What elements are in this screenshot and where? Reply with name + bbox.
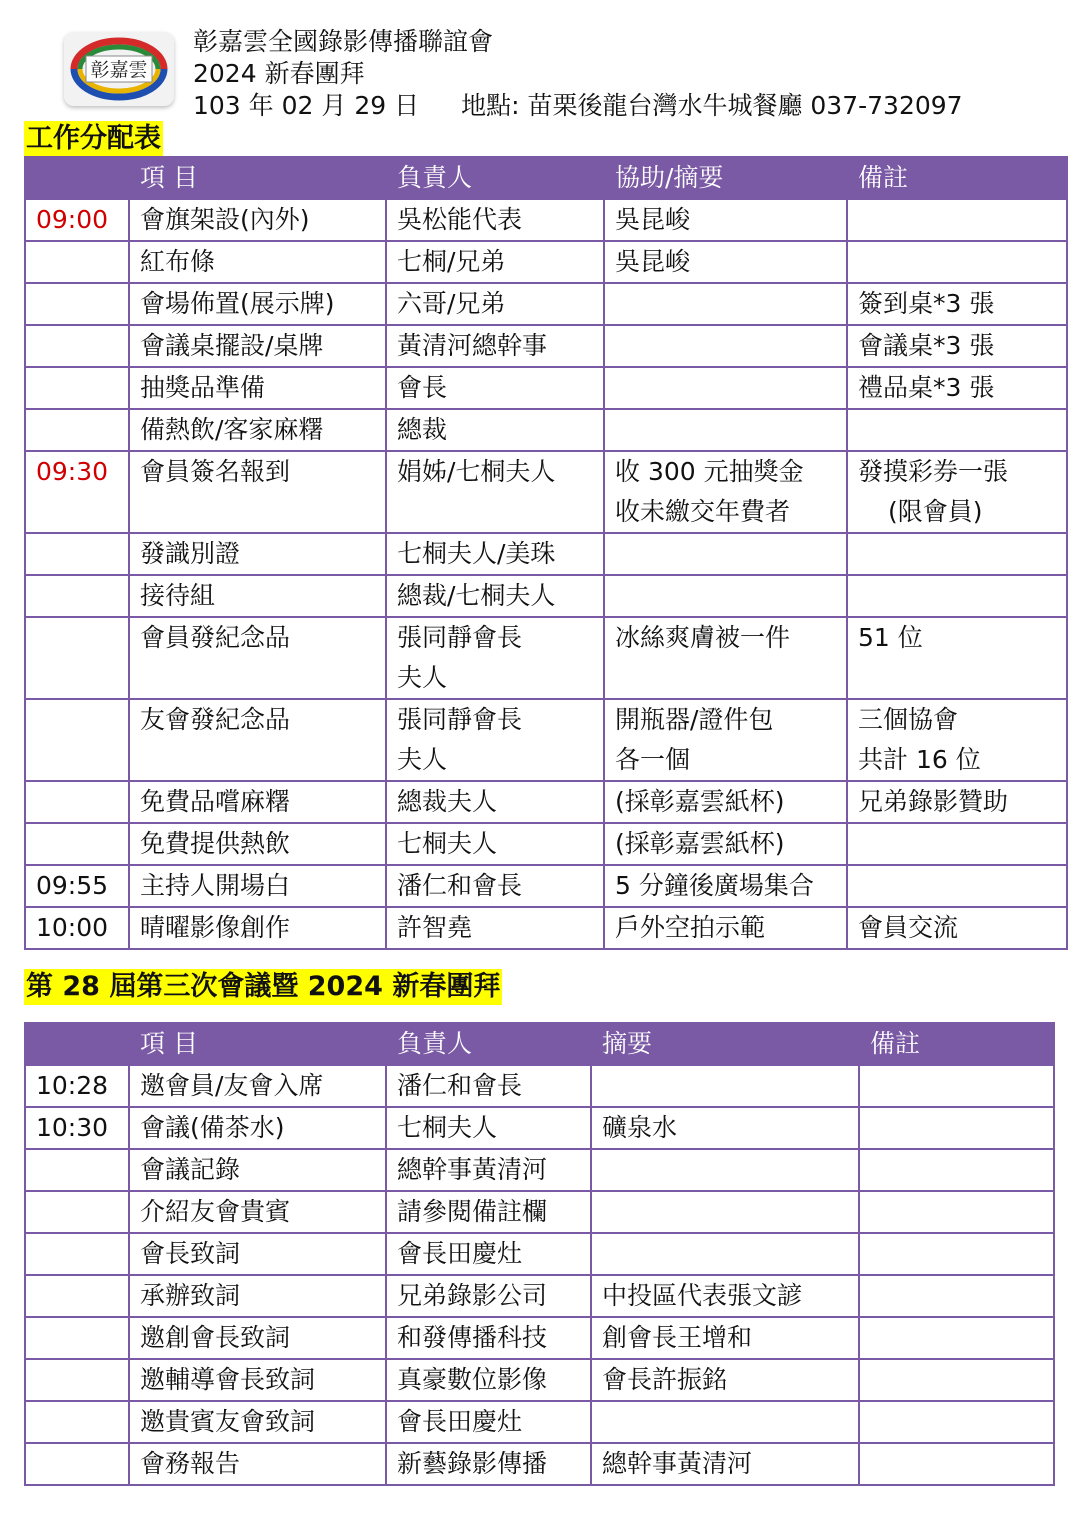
owner-cell	[386, 1233, 591, 1275]
item-cell-text: 免費品嚐麻糬	[140, 787, 291, 816]
table-row	[25, 1401, 1054, 1443]
table-row	[25, 325, 1067, 367]
table-row	[25, 451, 1067, 533]
item-cell-text: 邀會員/友會入席	[140, 1071, 324, 1100]
owner-cell-text: 七桐夫人/美珠	[397, 539, 556, 568]
note-cell-text: 兄弟錄影贊助	[858, 787, 1009, 816]
owner-cell-text: 總裁夫人	[397, 787, 498, 816]
assist-cell	[604, 199, 847, 241]
assist-cell-text: 5 分鐘後廣場集合	[615, 871, 814, 900]
owner-cell-text: 吳松能代表	[397, 205, 523, 234]
item-cell	[129, 1233, 386, 1275]
table-row	[25, 1149, 1054, 1191]
table-row	[25, 409, 1067, 451]
assist-cell-text: 吳昆峻	[615, 205, 691, 234]
item-cell-text: 會場佈置(展示牌)	[140, 289, 335, 318]
note-cell-text: 會議桌*3 張	[858, 331, 995, 360]
time-cell	[25, 781, 129, 823]
assist-cell	[604, 283, 847, 325]
time-cell	[25, 907, 129, 949]
owner-cell	[386, 865, 604, 907]
owner-cell-text: 娟姊/七桐夫人	[397, 457, 556, 486]
owner-cell	[386, 1149, 591, 1191]
table-row	[25, 1107, 1054, 1149]
summary-cell	[591, 1401, 859, 1443]
summary-cell-text: 中投區代表張文諺	[602, 1281, 803, 1310]
assist-cell-text: 冰絲爽膚被一件	[615, 623, 791, 652]
owner-cell-text: 請參閱備註欄	[397, 1197, 548, 1226]
event-date: 103 年 02 月 29 日	[193, 91, 420, 120]
table-row	[25, 1233, 1054, 1275]
assist-cell-text: (採彰嘉雲紙杯)	[615, 787, 785, 816]
owner-cell-text: 真豪數位影像	[397, 1365, 548, 1394]
owner-cell	[386, 1065, 591, 1107]
note-cell	[847, 575, 1067, 617]
item-cell	[129, 325, 386, 367]
time-cell-text: 10:30	[36, 1113, 109, 1142]
note-cell	[847, 409, 1067, 451]
note-cell	[847, 199, 1067, 241]
note-cell-text: 51 位	[858, 623, 923, 652]
owner-cell-text: 許智堯	[397, 913, 473, 942]
header-time	[25, 1023, 129, 1065]
item-cell	[129, 699, 386, 781]
header-item: 項 目	[129, 1023, 386, 1065]
assist-cell	[604, 823, 847, 865]
item-cell	[129, 1359, 386, 1401]
time-cell	[25, 1107, 129, 1149]
note-cell	[859, 1107, 1054, 1149]
assist-cell	[604, 575, 847, 617]
organization-logo	[64, 32, 174, 106]
table-row	[25, 533, 1067, 575]
summary-cell	[591, 1149, 859, 1191]
header-owner: 負責人	[386, 1023, 591, 1065]
time-cell	[25, 823, 129, 865]
assist-cell	[604, 617, 847, 699]
time-cell-text: 09:55	[36, 871, 109, 900]
table-row	[25, 199, 1067, 241]
summary-cell	[591, 1191, 859, 1233]
meeting-table	[24, 1022, 1055, 1486]
owner-cell-text: 和發傳播科技	[397, 1323, 548, 1352]
note-cell	[859, 1401, 1054, 1443]
header-item: 項 目	[129, 157, 386, 199]
owner-cell	[386, 1401, 591, 1443]
time-cell	[25, 1065, 129, 1107]
note-cell	[847, 781, 1067, 823]
owner-cell	[386, 1317, 591, 1359]
time-cell	[25, 699, 129, 781]
owner-cell	[386, 451, 604, 533]
table-row	[25, 1065, 1054, 1107]
item-cell-text: 會務報告	[140, 1449, 241, 1478]
owner-cell	[386, 409, 604, 451]
assist-cell-text-line2: 收未繳交年費者	[615, 497, 791, 526]
note-cell	[859, 1191, 1054, 1233]
owner-cell	[386, 823, 604, 865]
table-row	[25, 1275, 1054, 1317]
item-cell-text: 會議記錄	[140, 1155, 241, 1184]
time-cell	[25, 1317, 129, 1359]
time-cell	[25, 575, 129, 617]
item-cell	[129, 533, 386, 575]
time-cell-text: 10:00	[36, 913, 109, 942]
item-cell	[129, 199, 386, 241]
owner-cell-text: 七桐夫人	[397, 829, 498, 858]
item-cell-text: 免費提供熱飲	[140, 829, 291, 858]
header-note: 備註	[859, 1023, 1054, 1065]
note-cell	[847, 367, 1067, 409]
assist-cell-text: 吳昆峻	[615, 247, 691, 276]
header-time	[25, 157, 129, 199]
section-title-assignments: 工作分配表	[24, 121, 163, 157]
item-cell-text: 會長致詞	[140, 1239, 241, 1268]
note-cell	[847, 823, 1067, 865]
item-cell	[129, 617, 386, 699]
item-cell-text: 主持人開場白	[140, 871, 291, 900]
summary-cell-text: 總幹事黃清河	[602, 1449, 753, 1478]
table-row	[25, 617, 1067, 699]
item-cell	[129, 367, 386, 409]
owner-cell-text: 總裁	[397, 415, 448, 444]
time-cell	[25, 1275, 129, 1317]
owner-cell	[386, 575, 604, 617]
owner-cell	[386, 325, 604, 367]
summary-cell	[591, 1317, 859, 1359]
item-cell	[129, 1275, 386, 1317]
owner-cell-text: 新藝錄影傳播	[397, 1449, 548, 1478]
item-cell	[129, 451, 386, 533]
time-cell	[25, 1149, 129, 1191]
summary-cell	[591, 1443, 859, 1485]
owner-cell-text: 會長田慶灶	[397, 1407, 523, 1436]
table-row	[25, 367, 1067, 409]
item-cell-text: 備熱飲/客家麻糬	[140, 415, 324, 444]
table-row	[25, 575, 1067, 617]
assist-cell	[604, 907, 847, 949]
item-cell-text: 會旗架設(內外)	[140, 205, 310, 234]
table-header-row	[25, 1023, 1054, 1065]
table-row	[25, 1191, 1054, 1233]
item-cell	[129, 241, 386, 283]
note-cell	[847, 241, 1067, 283]
assist-cell	[604, 781, 847, 823]
time-cell	[25, 865, 129, 907]
note-cell	[847, 865, 1067, 907]
time-cell-text: 09:00	[36, 205, 109, 234]
logo-icon	[64, 32, 174, 106]
item-cell-text: 邀輔導會長致詞	[140, 1365, 316, 1394]
item-cell-text: 晴曜影像創作	[140, 913, 291, 942]
summary-cell	[591, 1233, 859, 1275]
assist-cell	[604, 367, 847, 409]
owner-cell	[386, 1107, 591, 1149]
owner-cell-text: 黃清河總幹事	[397, 331, 548, 360]
owner-cell-text: 潘仁和會長	[397, 871, 523, 900]
note-cell-text-line2: (限會員)	[888, 497, 983, 526]
svg-text:彰嘉雲: 彰嘉雲	[90, 59, 148, 81]
item-cell	[129, 283, 386, 325]
assist-cell-text: 開瓶器/證件包	[615, 705, 774, 734]
item-cell-text: 接待組	[140, 581, 216, 610]
note-cell-text: 會員交流	[858, 913, 959, 942]
note-cell	[859, 1275, 1054, 1317]
table-row	[25, 907, 1067, 949]
item-cell-text: 抽獎品準備	[140, 373, 266, 402]
item-cell	[129, 1443, 386, 1485]
owner-cell	[386, 1275, 591, 1317]
header-assist: 協助/摘要	[604, 157, 847, 199]
note-cell	[847, 617, 1067, 699]
header-owner: 負責人	[386, 157, 604, 199]
owner-cell-text: 六哥/兄弟	[397, 289, 506, 318]
note-cell-text: 三個協會	[858, 705, 959, 734]
owner-cell	[386, 533, 604, 575]
time-cell	[25, 1401, 129, 1443]
owner-cell-text: 七桐/兄弟	[397, 247, 506, 276]
header-note: 備註	[847, 157, 1067, 199]
assist-cell	[604, 241, 847, 283]
time-cell-text: 10:28	[36, 1071, 109, 1100]
owner-cell-text: 會長	[397, 373, 448, 402]
item-cell-text: 友會發紀念品	[140, 705, 291, 734]
table-row	[25, 1359, 1054, 1401]
note-cell-text: 發摸彩券一張	[858, 457, 1009, 486]
owner-cell	[386, 241, 604, 283]
time-cell	[25, 1233, 129, 1275]
owner-cell	[386, 199, 604, 241]
time-cell	[25, 199, 129, 241]
item-cell	[129, 409, 386, 451]
owner-cell	[386, 1191, 591, 1233]
assist-cell	[604, 325, 847, 367]
assist-cell-text: 收 300 元抽獎金	[615, 457, 804, 486]
item-cell-text: 會員發紀念品	[140, 623, 291, 652]
note-cell	[847, 283, 1067, 325]
item-cell-text: 紅布條	[140, 247, 216, 276]
note-cell	[859, 1233, 1054, 1275]
item-cell	[129, 907, 386, 949]
time-cell	[25, 1191, 129, 1233]
note-cell-text-line2: 共計 16 位	[858, 745, 981, 774]
item-cell-text: 承辦致詞	[140, 1281, 241, 1310]
owner-cell	[386, 781, 604, 823]
note-cell	[847, 451, 1067, 533]
owner-cell-text: 七桐夫人	[397, 1113, 498, 1142]
time-cell	[25, 283, 129, 325]
date-location-line	[193, 90, 963, 122]
note-cell-text: 禮品桌*3 張	[858, 373, 995, 402]
item-cell-text: 會議(備茶水)	[140, 1113, 285, 1142]
event-name: 2024 新春團拜	[193, 59, 365, 88]
summary-cell	[591, 1275, 859, 1317]
summary-cell-text: 礦泉水	[602, 1113, 678, 1142]
item-cell	[129, 1317, 386, 1359]
owner-cell-text: 潘仁和會長	[397, 1071, 523, 1100]
item-cell	[129, 1401, 386, 1443]
note-cell	[847, 907, 1067, 949]
note-cell	[847, 699, 1067, 781]
item-cell	[129, 865, 386, 907]
item-cell	[129, 1191, 386, 1233]
assist-cell-text-line2: 各一個	[615, 745, 691, 774]
owner-cell	[386, 283, 604, 325]
time-cell	[25, 325, 129, 367]
assist-cell	[604, 865, 847, 907]
table-row	[25, 241, 1067, 283]
time-cell	[25, 409, 129, 451]
note-cell-text: 簽到桌*3 張	[858, 289, 995, 318]
item-cell-text: 會員簽名報到	[140, 457, 291, 486]
item-cell	[129, 1107, 386, 1149]
table-row	[25, 823, 1067, 865]
item-cell-text: 邀創會長致詞	[140, 1323, 291, 1352]
note-cell	[859, 1443, 1054, 1485]
assist-cell-text: 戶外空拍示範	[615, 913, 766, 942]
owner-cell	[386, 1359, 591, 1401]
owner-cell-text-line2: 夫人	[397, 663, 448, 692]
assist-cell-text: (採彰嘉雲紙杯)	[615, 829, 785, 858]
note-cell	[847, 533, 1067, 575]
assist-cell	[604, 699, 847, 781]
owner-cell-text: 兄弟錄影公司	[397, 1281, 548, 1310]
owner-cell-text: 會長田慶灶	[397, 1239, 523, 1268]
table-row	[25, 699, 1067, 781]
item-cell-text: 發識別證	[140, 539, 241, 568]
item-cell-text: 介紹友會貴賓	[140, 1197, 291, 1226]
note-cell	[859, 1149, 1054, 1191]
table-row	[25, 283, 1067, 325]
item-cell	[129, 823, 386, 865]
assist-cell	[604, 451, 847, 533]
owner-cell	[386, 699, 604, 781]
table-row	[25, 1317, 1054, 1359]
time-cell-text: 09:30	[36, 457, 109, 486]
owner-cell	[386, 367, 604, 409]
summary-cell	[591, 1107, 859, 1149]
assist-cell	[604, 409, 847, 451]
owner-cell	[386, 907, 604, 949]
table-header-row	[25, 157, 1067, 199]
owner-cell-text: 總幹事黃清河	[397, 1155, 548, 1184]
table-row	[25, 865, 1067, 907]
organization-name: 彰嘉雲全國錄影傳播聯誼會	[193, 27, 494, 56]
owner-cell-text: 張同靜會長	[397, 623, 523, 652]
table-row	[25, 1443, 1054, 1485]
note-cell	[859, 1317, 1054, 1359]
table-row	[25, 781, 1067, 823]
assist-cell	[604, 533, 847, 575]
time-cell	[25, 1443, 129, 1485]
time-cell	[25, 367, 129, 409]
item-cell	[129, 781, 386, 823]
owner-cell-text: 張同靜會長	[397, 705, 523, 734]
owner-cell-text-line2: 夫人	[397, 745, 448, 774]
note-cell	[859, 1359, 1054, 1401]
summary-cell	[591, 1359, 859, 1401]
item-cell	[129, 575, 386, 617]
item-cell-text: 會議桌擺設/桌牌	[140, 331, 324, 360]
owner-cell	[386, 617, 604, 699]
time-cell	[25, 617, 129, 699]
header-summary: 摘要	[591, 1023, 859, 1065]
note-cell	[859, 1065, 1054, 1107]
owner-cell	[386, 1443, 591, 1485]
summary-cell-text: 會長許振銘	[602, 1365, 728, 1394]
item-cell	[129, 1065, 386, 1107]
time-cell	[25, 241, 129, 283]
item-cell	[129, 1149, 386, 1191]
time-cell	[25, 1359, 129, 1401]
summary-cell	[591, 1065, 859, 1107]
time-cell	[25, 533, 129, 575]
section-title-meeting: 第 28 屆第三次會議暨 2024 新春團拜	[24, 969, 502, 1005]
summary-cell-text: 創會長王增和	[602, 1323, 753, 1352]
time-cell	[25, 451, 129, 533]
owner-cell-text: 總裁/七桐夫人	[397, 581, 556, 610]
note-cell	[847, 325, 1067, 367]
item-cell-text: 邀貴賓友會致詞	[140, 1407, 316, 1436]
assignment-table	[24, 156, 1068, 950]
event-location: 地點: 苗栗後龍台灣水牛城餐廳 037-732097	[461, 91, 963, 120]
